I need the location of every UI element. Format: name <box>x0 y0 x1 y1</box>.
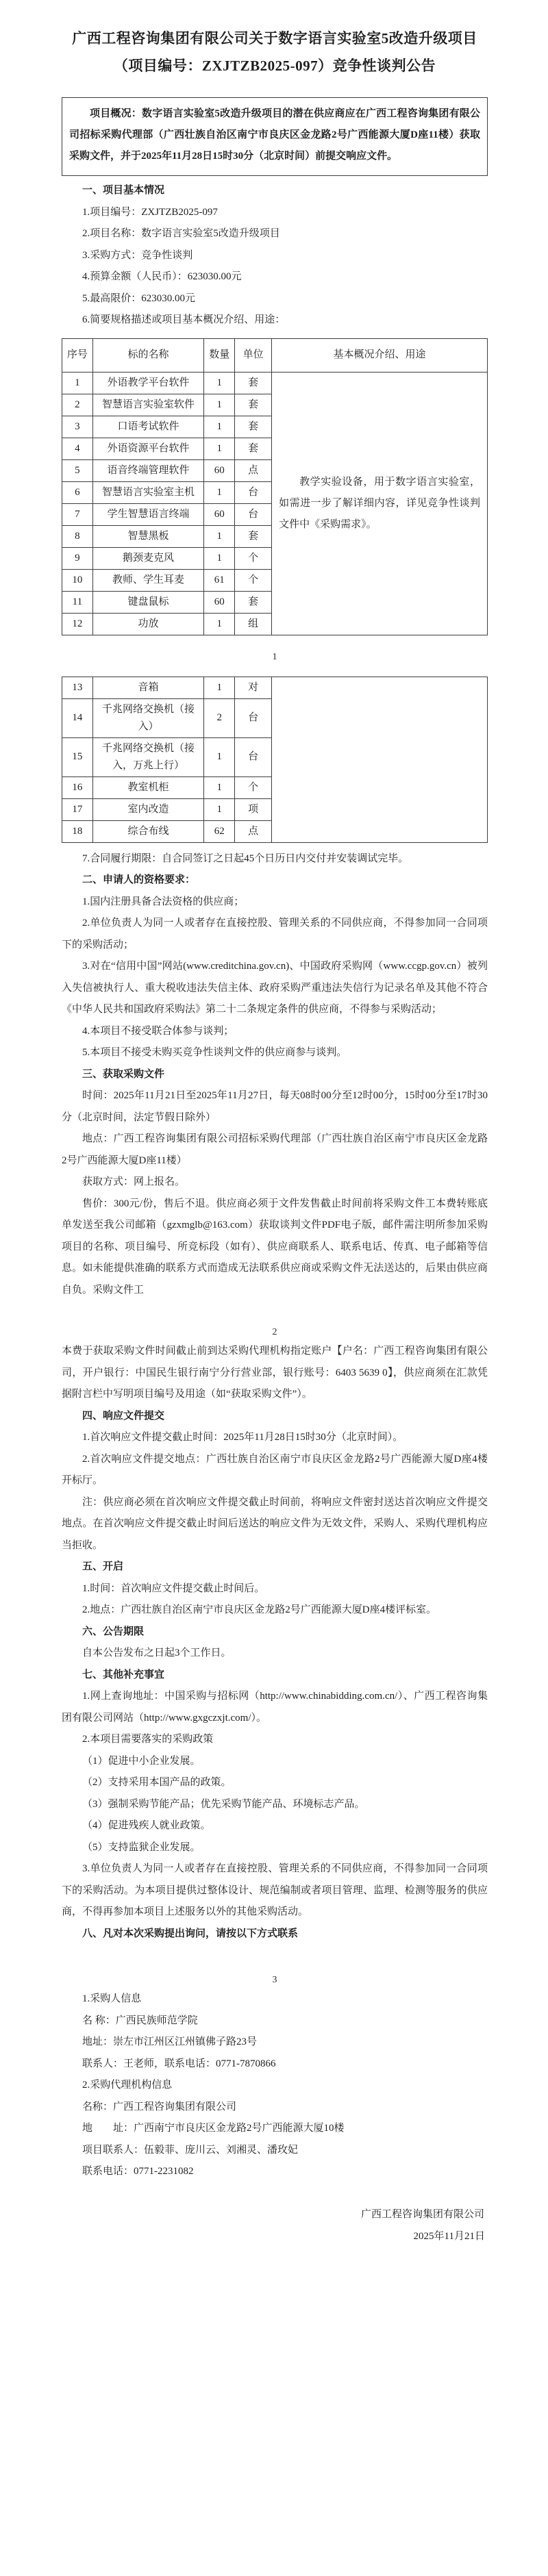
paragraph: 地 址：广西南宁市良庆区金龙路2号广西能源大厦10楼 <box>82 2123 345 2134</box>
table-cell: 智慧语言实验室软件 <box>92 394 204 416</box>
table-cell: 千兆网络交换机（接入） <box>92 698 204 737</box>
table-cell: 5 <box>62 459 93 481</box>
page-number: 2 <box>272 1327 277 1337</box>
table-cell: 室内改造 <box>92 798 204 820</box>
table-cell: 4 <box>62 438 93 459</box>
paragraph: 2.单位负责人为同一人或者存在直接控股、管理关系的不同供应商，不得参加同一合同项下的采购活动； <box>62 918 488 950</box>
table-cell: 智慧黑板 <box>92 525 204 547</box>
table-row <box>62 372 488 394</box>
table-cell: 1 <box>204 798 235 820</box>
paragraph: 联系电话：0771-2231082 <box>82 2166 194 2177</box>
table-cell: 12 <box>62 613 93 635</box>
paragraph: 3.对在“信用中国”网站(www.creditchina.gov.cn)、中国政府采购网（www.ccgp.gov.cn）被列入失信被执行人、重大税收违法失信主体、政府采购严重违法失信行为记录名单及其他不符合《中华人民共和国政府采购法》第二十二条规定条件的供应商，不得参与采购活动； <box>62 961 488 1015</box>
paragraph: 名 称：广西民族师范学院 <box>82 2015 198 2026</box>
table-cell: 60 <box>204 503 235 525</box>
table-cell: 外语教学平台软件 <box>92 372 204 394</box>
table-cell: 3 <box>62 416 93 438</box>
paragraph: 4.预算金额（人民币）：623030.00元 <box>82 271 242 282</box>
table-cell: 外语资源平台软件 <box>92 438 204 459</box>
goods-table-seg2 <box>62 677 488 843</box>
section-heading: 五、开启 <box>82 1561 124 1572</box>
signature-block <box>62 2204 488 2247</box>
table-cell: 台 <box>235 481 272 503</box>
page-title-line2: （项目编号：ZXJTZB2025-097）竞争性谈判公告 <box>113 58 436 74</box>
table-cell: 60 <box>204 591 235 613</box>
paragraph: 联系人：王老师，联系电话：0771-7870866 <box>82 2058 276 2069</box>
table-description-cell <box>272 372 488 635</box>
table-cell: 项 <box>235 798 272 820</box>
paragraph: （5）支持监狱企业发展。 <box>82 1841 201 1853</box>
paragraph: 4.本项目不接受联合体参与谈判； <box>82 1025 234 1037</box>
paragraph: 时间：2025年11月21日至2025年11月27日，每天08时00分至12时00分，15时00分至17时30分（北京时间，法定节假日除外） <box>62 1090 488 1123</box>
table-cell: 13 <box>62 677 93 698</box>
paragraph: （4）促进残疾人就业政策。 <box>82 1820 211 1831</box>
paragraph: 7.合同履行期限：自合同签订之日起45个日历日内交付并安装调试完毕。 <box>82 853 409 864</box>
table-cell: 教师、学生耳麦 <box>92 569 204 591</box>
table-cell: 61 <box>204 569 235 591</box>
table-cell: 1 <box>204 613 235 635</box>
table-cell: 16 <box>62 776 93 798</box>
table-cell: 鹅颈麦克风 <box>92 547 204 569</box>
table-cell: 套 <box>235 416 272 438</box>
paragraph: 1.首次响应文件提交截止时间：2025年11月28日15时30分（北京时间）。 <box>82 1432 403 1443</box>
goods-col-header: 序号 <box>62 338 93 372</box>
table-cell: 62 <box>204 820 235 842</box>
table-cell: 1 <box>204 438 235 459</box>
paragraph: 获取方式：网上报名。 <box>82 1176 186 1187</box>
table-cell: 2 <box>62 394 93 416</box>
paragraph: 注：供应商必须在首次响应文件提交截止时间前，将响应文件密封送达首次响应文件提交地点。在首次响应文件提交截止时间后送达的响应文件为无效文件，采购人、采购代理机构应当拒收。 <box>62 1496 488 1551</box>
paragraph: 项目联系人：伍毅菲、庞川云、刘湘灵、潘玫妃 <box>82 2144 299 2156</box>
table-cell: 1 <box>204 394 235 416</box>
table-cell: 1 <box>62 372 93 394</box>
table-cell: 套 <box>235 372 272 394</box>
table-cell: 18 <box>62 820 93 842</box>
table-cell: 个 <box>235 547 272 569</box>
goods-col-header: 单位 <box>235 338 272 372</box>
table-cell: 台 <box>235 698 272 737</box>
table-cell: 7 <box>62 503 93 525</box>
paragraph: 2.采购代理机构信息 <box>82 2080 173 2091</box>
goods-col-header: 数量 <box>204 338 235 372</box>
section-heading: 七、其他补充事宜 <box>82 1669 165 1680</box>
table-cell: 1 <box>204 776 235 798</box>
table-cell: 综合布线 <box>92 820 204 842</box>
section-heading: 八、凡对本次采购提出询问，请按以下方式联系 <box>82 1928 299 1939</box>
paragraph: （1）促进中小企业发展。 <box>82 1755 201 1767</box>
project-overview-text: 项目概况：数字语言实验室5改造升级项目的潜在供应商应在广西工程咨询集团有限公司招标采购代理部（广西壮族自治区南宁市良庆区金龙路2号广西能源大厦D座11楼）获取采购文件，并于2025年11月28日15时30分（北京时间）前提交响应文件。 <box>69 108 480 162</box>
paragraph: 2.地点：广西壮族自治区南宁市良庆区金龙路2号广西能源大厦D座4楼评标室。 <box>82 1604 437 1615</box>
goods-table-seg1 <box>62 338 488 635</box>
section-heading: 四、响应文件提交 <box>82 1410 165 1422</box>
paragraph: （2）支持采用本国产品的政策。 <box>82 1777 232 1788</box>
table-cell: 台 <box>235 737 272 776</box>
section-heading: 一、项目基本情况 <box>82 185 165 196</box>
table-cell: 6 <box>62 481 93 503</box>
table-cell: 8 <box>62 525 93 547</box>
table-cell: 1 <box>204 737 235 776</box>
section-heading: 三、获取采购文件 <box>82 1068 165 1080</box>
paragraph: 1.国内注册具备合法资格的供应商； <box>82 896 245 907</box>
table-cell: 台 <box>235 503 272 525</box>
table-cell: 套 <box>235 394 272 416</box>
table-cell: 个 <box>235 776 272 798</box>
paragraph: 名称：广西工程咨询集团有限公司 <box>82 2101 237 2112</box>
table-cell: 1 <box>204 525 235 547</box>
table-cell: 1 <box>204 547 235 569</box>
table-cell: 套 <box>235 525 272 547</box>
table-cell: 14 <box>62 698 93 737</box>
table-cell: 套 <box>235 591 272 613</box>
table-cell: 2 <box>204 698 235 737</box>
document-flow <box>62 180 488 2183</box>
paragraph: 1.网上查询地址：中国采购与招标网（http://www.chinabidding.com.cn/）、广西工程咨询集团有限公司网站（http://www.gxgczxjt.com/）。 <box>62 1691 488 1723</box>
table-cell: 1 <box>204 677 235 698</box>
paragraph: 3.采购方式：竞争性谈判 <box>82 249 193 261</box>
table-cell: 1 <box>204 416 235 438</box>
paragraph: 地点：广西工程咨询集团有限公司招标采购代理部（广西壮族自治区南宁市良庆区金龙路2号广西能源大厦D座11楼） <box>62 1133 488 1166</box>
goods-table-header-row <box>62 338 488 372</box>
table-cell: 功放 <box>92 613 204 635</box>
paragraph: 2.本项目需要落实的采购政策 <box>82 1734 214 1745</box>
table-cell: 音箱 <box>92 677 204 698</box>
table-cell: 点 <box>235 459 272 481</box>
page-number: 1 <box>272 651 277 662</box>
paragraph: 2.项目名称：数字语言实验室5改造升级项目 <box>82 228 280 239</box>
paragraph: 售价：300元/份，售后不退。供应商必须于文件发售截止时间前将采购文件工本费转账底单发送至我公司邮箱（gzxmglb@163.com）获取谈判文件PDF电子版，邮件需注明所参加采购项目的名称、项目编号、所竞标段（如有）、供应商联系人、联系电话、传真、电子邮箱等信息。如未能提供准确的联系方式而造成无法联系供应商或采购文件无法送达的，后果由供应商自负。采购文件工 <box>62 1198 488 1296</box>
goods-col-header: 标的名称 <box>92 338 204 372</box>
paragraph: 2.首次响应文件提交地点：广西壮族自治区南宁市良庆区金龙路2号广西能源大厦D座4楼开标厅。 <box>62 1453 488 1486</box>
page-title-line1: 广西工程咨询集团有限公司关于数字语言实验室5改造升级项目 <box>72 30 477 47</box>
paragraph: 自本公告发布之日起3个工作日。 <box>82 1647 232 1658</box>
table-cell: 17 <box>62 798 93 820</box>
table-cell: 语音终端管理软件 <box>92 459 204 481</box>
table-cell: 个 <box>235 569 272 591</box>
page-number: 3 <box>272 1975 277 1985</box>
signature-company: 广西工程咨询集团有限公司 <box>360 2208 484 2220</box>
table-cell: 千兆网络交换机（接入，万兆上行） <box>92 737 204 776</box>
project-overview-box <box>62 97 488 176</box>
table-cell: 对 <box>235 677 272 698</box>
table-cell: 1 <box>204 372 235 394</box>
section-heading: 六、公告期限 <box>82 1626 145 1637</box>
paragraph: 5.最高限价：623030.00元 <box>82 292 196 304</box>
paragraph: 1.项目编号：ZXJTZB2025-097 <box>82 206 218 218</box>
paragraph: （3）强制采购节能产品；优先采购节能产品、环境标志产品。 <box>82 1798 365 1810</box>
table-cell: 点 <box>235 820 272 842</box>
table-cell: 学生智慧语言终端 <box>92 503 204 525</box>
table-row <box>62 677 488 698</box>
table-description-cell <box>272 677 488 842</box>
table-cell: 智慧语言实验室主机 <box>92 481 204 503</box>
table-cell: 套 <box>235 438 272 459</box>
goods-col-header: 基本概况介绍、用途 <box>272 338 488 372</box>
signature-date: 2025年11月21日 <box>413 2230 485 2242</box>
paragraph: 1.采购人信息 <box>82 1993 142 2004</box>
page-title <box>62 25 488 79</box>
paragraph: 地址：崇左市江州区江州镇佛子路23号 <box>82 2036 258 2047</box>
table-cell: 教室机柜 <box>92 776 204 798</box>
table-cell: 15 <box>62 737 93 776</box>
table-cell: 组 <box>235 613 272 635</box>
table-cell: 9 <box>62 547 93 569</box>
section-heading: 二、申请人的资格要求： <box>82 874 196 885</box>
paragraph: 6.简要规格描述或项目基本概况介绍、用途： <box>82 314 286 325</box>
table-cell: 1 <box>204 481 235 503</box>
table-cell: 口语考试软件 <box>92 416 204 438</box>
table-cell: 60 <box>204 459 235 481</box>
goods-description: 教学实验设备，用于数字语言实验室，如需进一步了解详细内容，详见竞争性谈判文件中《采购需求》。 <box>279 476 480 530</box>
paragraph: 本费于获取采购文件时间截止前到达采购代理机构指定账户【户名：广西工程咨询集团有限公司，开户银行：中国民生银行南宁分行营业部，银行账号：6403 5639 0】，供应商须在汇款凭据附言栏中写明项目编号及用途（如“获取采购文件”）。 <box>62 1346 488 1400</box>
paragraph: 5.本项目不接受未购买竞争性谈判文件的供应商参与谈判。 <box>82 1047 347 1058</box>
table-cell: 11 <box>62 591 93 613</box>
table-cell: 键盘鼠标 <box>92 591 204 613</box>
paragraph: 3.单位负责人为同一人或者存在直接控股、管理关系的不同供应商，不得参加同一合同项下的采购活动。为本项目提供过整体设计、规范编制或者项目管理、监理、检测等服务的供应商，不得再参加本项目上述服务以外的其他采购活动。 <box>62 1863 488 1917</box>
table-cell: 10 <box>62 569 93 591</box>
paragraph: 1.时间：首次响应文件提交截止时间后。 <box>82 1582 265 1594</box>
